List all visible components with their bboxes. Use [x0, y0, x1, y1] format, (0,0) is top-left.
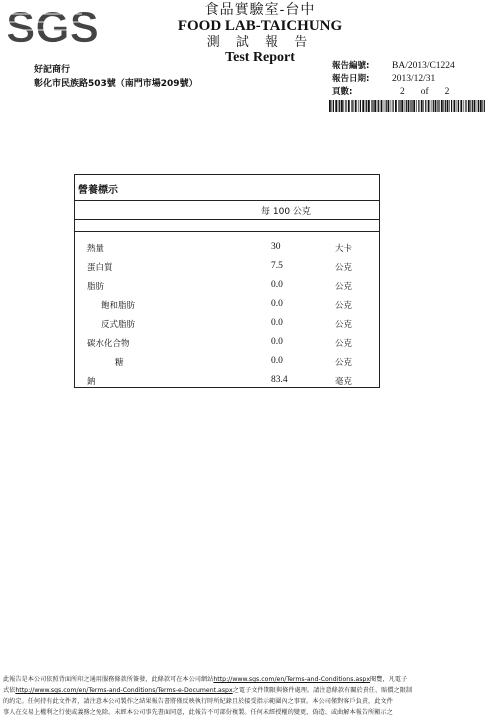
barcode-bar	[377, 100, 378, 112]
barcode-bar	[431, 100, 432, 112]
barcode-bar	[472, 100, 473, 112]
report-number-value: BA/2013/C1224	[392, 61, 455, 71]
footer-line-1-tail: 閱覽，凡電子	[370, 676, 408, 683]
barcode-bar	[335, 100, 337, 112]
nutrient-unit: 公克	[335, 301, 353, 311]
report-date-label: 報告日期:	[332, 74, 370, 84]
nutrient-name: 碳水化合物	[87, 339, 130, 349]
footer-line-1	[3, 674, 487, 685]
footer-line-1-text: 此報告是本公司依照背面所印之通用服務條款所簽發，此條款可在本公司網站	[3, 676, 214, 683]
client-block	[34, 63, 198, 91]
nutrient-value: 0.0	[271, 318, 283, 328]
footer-line-2-tail: 之電子文件期限與條件處理。請注意條款有關於責任、賠償之限制	[232, 687, 413, 694]
nutrient-unit: 公克	[335, 282, 353, 292]
nutrient-name: 鈉	[87, 377, 96, 387]
barcode-bar	[388, 100, 390, 112]
footer-line-2	[3, 685, 487, 696]
barcode-bar	[482, 100, 483, 112]
nutrition-row	[75, 295, 379, 314]
nutrient-name: 蛋白質	[87, 263, 113, 273]
report-date-row	[332, 73, 482, 86]
barcode-bar	[360, 100, 361, 112]
barcode-bar	[435, 100, 437, 112]
nutrition-row	[75, 333, 379, 352]
nutrient-value: 30	[271, 242, 281, 252]
barcode-bar	[457, 100, 458, 112]
barcode-graphic	[329, 100, 484, 112]
report-number-row	[332, 60, 482, 73]
barcode-bar	[351, 100, 352, 112]
nutrient-unit: 大卡	[335, 244, 353, 254]
barcode-bar	[477, 100, 478, 112]
barcode-bar	[413, 100, 415, 112]
page-of: of	[420, 87, 429, 97]
barcode-bar	[395, 100, 397, 112]
nutrition-table	[74, 174, 380, 388]
barcode-bar	[333, 100, 334, 112]
nutrient-name: 反式脂肪	[101, 320, 136, 330]
nutrition-portion: 每 100 公克	[261, 207, 311, 217]
barcode-bar	[404, 100, 405, 112]
sgs-logo	[4, 2, 99, 52]
nutrition-row	[75, 276, 379, 295]
nutrient-value: 0.0	[271, 337, 283, 347]
barcode-bar	[341, 100, 343, 112]
barcode-bar	[352, 100, 353, 112]
barcode-bar	[438, 100, 439, 112]
barcode-bar	[411, 100, 412, 112]
footer-line-3: 的約定。任何持有此文件者，請注意本公司製作之結果報告書將僅反映執行時所紀錄且於接受指示範圍內之事實。本公司僅對客戶負責，此文件	[3, 698, 393, 705]
barcode-bar	[344, 100, 345, 112]
barcode-bar	[365, 100, 366, 112]
page-count-value	[392, 86, 449, 99]
barcode-bar	[348, 100, 350, 112]
barcode-bar	[480, 100, 482, 112]
nutrition-title: 營養標示	[75, 175, 379, 201]
barcode-bar	[441, 100, 443, 112]
barcode-bar	[366, 100, 367, 112]
nutrition-rows	[75, 232, 379, 390]
sgs-logo-mark	[4, 2, 99, 52]
nutrient-value: 0.0	[271, 299, 283, 309]
lab-name-en: FOOD LAB-TAICHUNG	[177, 18, 343, 34]
barcode-bar	[398, 100, 399, 112]
barcode-bar	[386, 100, 387, 112]
barcode-bar	[464, 100, 465, 112]
report-date-value: 2013/12/31	[392, 74, 436, 84]
barcode-bar	[332, 100, 333, 112]
barcode-bar	[460, 100, 462, 112]
barcode-bar	[451, 100, 452, 112]
lab-name-zh: 食品實驗室-台中	[204, 2, 316, 18]
barcode-bar	[381, 100, 383, 112]
nutrient-value: 0.0	[271, 356, 283, 366]
nutrient-unit: 公克	[335, 263, 353, 273]
nutrient-name: 熱量	[87, 244, 105, 254]
nutrition-spacer-row	[75, 220, 379, 232]
sgs-logo-text: SGS	[6, 3, 99, 52]
footer-line-2-text: 式依	[3, 687, 16, 694]
lab-header	[150, 2, 370, 66]
barcode	[329, 100, 484, 112]
barcode-bar	[428, 100, 430, 112]
barcode-bar	[470, 100, 471, 112]
barcode-bar	[421, 100, 423, 112]
client-address: 彰化市民族路503號（南門市場209號）	[34, 79, 198, 89]
barcode-bar	[447, 100, 449, 112]
barcode-bar	[339, 100, 340, 112]
report-meta	[332, 60, 482, 99]
nutrition-row	[75, 238, 379, 257]
barcode-bar	[362, 100, 364, 112]
nutrition-row	[75, 314, 379, 333]
nutrient-value: 83.4	[271, 375, 288, 385]
barcode-bar	[445, 100, 446, 112]
terms-link[interactable]: http://www.sgs.com/en/Terms-and-Conditions.aspx	[213, 676, 371, 683]
barcode-bar	[423, 100, 424, 112]
report-title-zh: 測 試 報 告	[206, 35, 314, 50]
nutrient-name: 脂肪	[87, 282, 105, 292]
footer-line-4: 事人在交易上權利之行使或義務之免除。未經本公司事先書面同意，此報告不可部份複製。任何未經授權的變更、偽造、或曲解本報告所顯示之	[3, 709, 393, 716]
barcode-bar	[371, 100, 372, 112]
barcode-bar	[425, 100, 426, 112]
barcode-bar	[418, 100, 419, 112]
barcode-bar	[416, 100, 417, 112]
barcode-bar	[454, 100, 456, 112]
nutrient-value: 7.5	[271, 261, 283, 271]
nutrient-name: 糖	[115, 358, 124, 368]
barcode-bar	[378, 100, 379, 112]
barcode-bar	[408, 100, 410, 112]
barcode-bar	[368, 100, 370, 112]
page-current: 2	[400, 87, 405, 97]
report-title-en: Test Report	[225, 50, 295, 65]
barcode-bar	[358, 100, 359, 112]
barcode-bar	[393, 100, 394, 112]
nutrition-row	[75, 352, 379, 371]
barcode-bar	[478, 100, 479, 112]
nutrient-unit: 公克	[335, 339, 353, 349]
nutrient-name: 飽和脂肪	[101, 301, 136, 311]
barcode-bar	[465, 100, 466, 112]
footer-disclaimer	[3, 674, 487, 718]
report-number-label: 報告編號:	[332, 61, 370, 71]
page-count-row	[332, 86, 482, 99]
barcode-bar	[391, 100, 392, 112]
nutrition-portion-row	[75, 201, 379, 220]
barcode-bar	[355, 100, 357, 112]
barcode-bar	[449, 100, 450, 112]
barcode-bar	[338, 100, 339, 112]
barcode-bar	[443, 100, 444, 112]
barcode-bar	[345, 100, 346, 112]
barcode-bar	[399, 100, 400, 112]
client-name: 好記商行	[34, 65, 71, 75]
barcode-bar	[437, 100, 438, 112]
barcode-bar	[406, 100, 407, 112]
page-total: 2	[444, 87, 450, 97]
barcode-bar	[374, 100, 376, 112]
nutrient-unit: 毫克	[335, 377, 353, 387]
nutrient-unit: 公克	[335, 358, 353, 368]
barcode-bar	[474, 100, 476, 112]
barcode-bar	[433, 100, 434, 112]
barcode-bar	[458, 100, 459, 112]
nutrition-row	[75, 371, 379, 390]
nutrient-value: 0.0	[271, 280, 283, 290]
terms-e-document-link[interactable]: http://www.sgs.com/en/Terms-and-Conditions/Terms-e-Document.aspx	[15, 687, 233, 694]
barcode-bar	[384, 100, 385, 112]
barcode-bar	[468, 100, 470, 112]
barcode-bar	[484, 100, 485, 112]
barcode-bar	[329, 100, 331, 112]
barcode-bar	[401, 100, 403, 112]
page-count-label: 頁數:	[332, 87, 353, 97]
barcode-bar	[372, 100, 373, 112]
nutrient-unit: 公克	[335, 320, 353, 330]
nutrition-row	[75, 257, 379, 276]
barcode-bar	[410, 100, 411, 112]
